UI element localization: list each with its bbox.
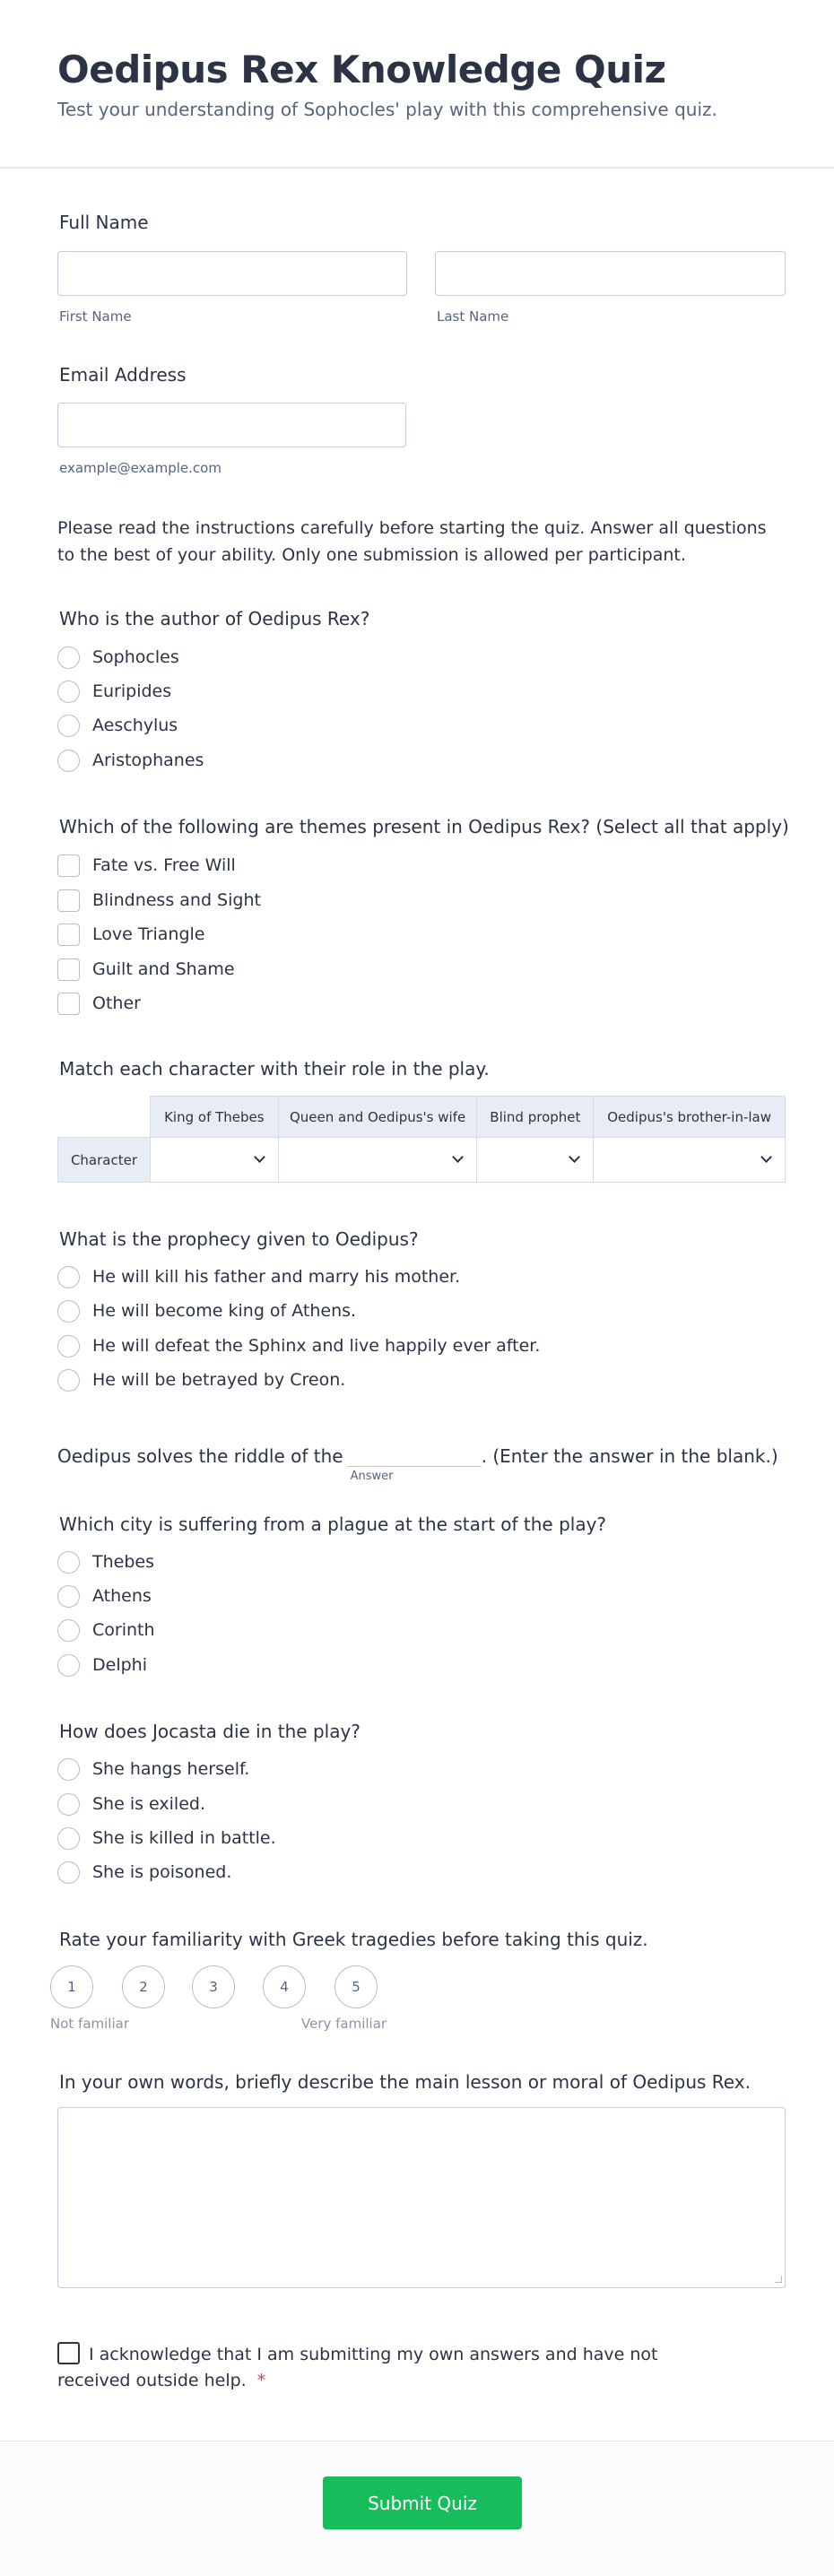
- radio-circle[interactable]: [57, 1335, 80, 1357]
- radio-option[interactable]: She is killed in battle.: [57, 1825, 276, 1852]
- acknowledge-text-line1: I acknowledge that I am submitting my own answers and have not: [89, 2345, 658, 2364]
- riddle-answer-sublabel: Answer: [350, 1470, 394, 1483]
- instructions-text: Please read the instructions carefully before starting the quiz. Answer all questions to the best of your ability. Only one submission is allowed per participant.: [57, 518, 767, 565]
- acknowledge-checkbox[interactable]: [57, 2342, 80, 2364]
- matrix-column-header: Oedipus's brother-in-law: [594, 1097, 786, 1138]
- matrix-row-label: Character: [58, 1138, 151, 1183]
- checkbox-option[interactable]: Fate vs. Free Will: [57, 852, 236, 879]
- radio-option[interactable]: Athens: [57, 1583, 152, 1609]
- radio-circle[interactable]: [57, 646, 80, 669]
- last-name-sublabel: Last Name: [437, 308, 509, 325]
- radio-option[interactable]: Corinth: [57, 1617, 155, 1644]
- acknowledge-text-line2: received outside help.: [57, 2371, 247, 2390]
- checkbox-box[interactable]: [57, 854, 80, 877]
- matrix-dropdown[interactable]: [150, 1138, 278, 1183]
- checkbox-box[interactable]: [57, 958, 80, 981]
- riddle-suffix: . (Enter the answer in the blank.): [481, 1445, 778, 1467]
- scale-high-caption: Very familiar: [301, 2016, 387, 2032]
- checkbox-option[interactable]: Blindness and Sight: [57, 887, 261, 914]
- checkbox-box[interactable]: [57, 993, 80, 1015]
- radio-circle[interactable]: [57, 715, 80, 737]
- radio-circle[interactable]: [57, 750, 80, 772]
- question-jocasta: How does Jocasta die in the play?: [59, 1721, 361, 1742]
- resize-grip-icon[interactable]: [775, 2276, 782, 2283]
- question-familiarity: Rate your familiarity with Greek tragedies before taking this quiz.: [59, 1929, 648, 1950]
- lesson-textarea[interactable]: [57, 2107, 786, 2288]
- question-themes: Which of the following are themes present in Oedipus Rex? (Select all that apply): [59, 816, 789, 837]
- riddle-prefix: Oedipus solves the riddle of the: [57, 1445, 343, 1467]
- radio-circle[interactable]: [57, 1654, 80, 1677]
- chevron-down-icon: [254, 1151, 265, 1163]
- acknowledge-field: [57, 2342, 667, 2394]
- radio-circle[interactable]: [57, 1758, 80, 1781]
- checkbox-box[interactable]: [57, 889, 80, 912]
- radio-option[interactable]: He will defeat the Sphinx and live happily ever after.: [57, 1332, 540, 1359]
- first-name-sublabel: First Name: [59, 308, 132, 325]
- question-match: Match each character with their role in the play.: [59, 1058, 490, 1080]
- radio-option[interactable]: She is exiled.: [57, 1791, 205, 1817]
- radio-circle[interactable]: [57, 1619, 80, 1642]
- radio-circle[interactable]: [57, 1827, 80, 1850]
- submit-button[interactable]: Submit Quiz: [323, 2476, 522, 2529]
- checkbox-option[interactable]: Love Triangle: [57, 921, 204, 948]
- radio-circle[interactable]: [57, 1266, 80, 1288]
- checkbox-option[interactable]: Guilt and Shame: [57, 956, 235, 983]
- first-name-input[interactable]: [57, 251, 407, 296]
- question-prophecy: What is the prophecy given to Oedipus?: [59, 1228, 419, 1250]
- matrix-column-header: King of Thebes: [150, 1097, 278, 1138]
- full-name-label: Full Name: [59, 212, 149, 233]
- riddle-sentence: [57, 1443, 778, 1483]
- riddle-blank-wrapper: [347, 1443, 482, 1483]
- checkbox-box[interactable]: [57, 924, 80, 946]
- chevron-down-icon: [453, 1151, 465, 1163]
- scale-option-3[interactable]: 3: [192, 1965, 235, 2008]
- scale-option-2[interactable]: 2: [122, 1965, 165, 2008]
- last-name-input[interactable]: [435, 251, 786, 296]
- page-title: Oedipus Rex Knowledge Quiz: [57, 48, 666, 91]
- question-city: Which city is suffering from a plague at the start of the play?: [59, 1514, 607, 1535]
- radio-circle[interactable]: [57, 1793, 80, 1816]
- checkbox-option[interactable]: Other: [57, 990, 141, 1017]
- radio-circle[interactable]: [57, 1369, 80, 1392]
- radio-option[interactable]: Sophocles: [57, 644, 179, 671]
- scale-option-1[interactable]: 1: [50, 1965, 93, 2008]
- scale-option-5[interactable]: 5: [334, 1965, 378, 2008]
- radio-circle[interactable]: [57, 1300, 80, 1323]
- question-author: Who is the author of Oedipus Rex?: [59, 608, 370, 629]
- radio-circle[interactable]: [57, 1585, 80, 1608]
- radio-circle[interactable]: [57, 1551, 80, 1574]
- email-input[interactable]: [57, 403, 406, 447]
- matrix-column-header: Blind prophet: [477, 1097, 594, 1138]
- page-subtitle: Test your understanding of Sophocles' play with this comprehensive quiz.: [57, 99, 717, 120]
- matrix-dropdown[interactable]: [594, 1138, 786, 1183]
- radio-option[interactable]: She hangs herself.: [57, 1756, 249, 1782]
- matrix-dropdown[interactable]: [278, 1138, 477, 1183]
- matrix-corner: [58, 1097, 151, 1138]
- scale-low-caption: Not familiar: [50, 2016, 129, 2032]
- radio-option[interactable]: She is poisoned.: [57, 1859, 231, 1886]
- radio-option[interactable]: He will kill his father and marry his mother.: [57, 1263, 460, 1290]
- radio-option[interactable]: Delphi: [57, 1652, 147, 1678]
- scale-option-4[interactable]: 4: [263, 1965, 306, 2008]
- form-header: [0, 0, 834, 169]
- radio-circle[interactable]: [57, 681, 80, 703]
- radio-circle[interactable]: [57, 1861, 80, 1884]
- email-sublabel: example@example.com: [59, 460, 222, 476]
- radio-option[interactable]: Thebes: [57, 1548, 154, 1575]
- matrix-dropdown[interactable]: [477, 1138, 594, 1183]
- question-lesson: In your own words, briefly describe the main lesson or moral of Oedipus Rex.: [59, 2071, 751, 2093]
- required-asterisk: *: [256, 2371, 266, 2390]
- radio-option[interactable]: He will become king of Athens.: [57, 1297, 356, 1324]
- email-label: Email Address: [59, 364, 187, 386]
- radio-option[interactable]: He will be betrayed by Creon.: [57, 1366, 345, 1393]
- chevron-down-icon: [760, 1151, 772, 1163]
- radio-option[interactable]: Euripides: [57, 678, 171, 705]
- match-matrix: [57, 1096, 786, 1183]
- radio-option[interactable]: Aeschylus: [57, 712, 178, 739]
- chevron-down-icon: [569, 1151, 580, 1163]
- radio-option[interactable]: Aristophanes: [57, 747, 204, 774]
- riddle-answer-input[interactable]: [347, 1444, 482, 1467]
- matrix-column-header: Queen and Oedipus's wife: [278, 1097, 477, 1138]
